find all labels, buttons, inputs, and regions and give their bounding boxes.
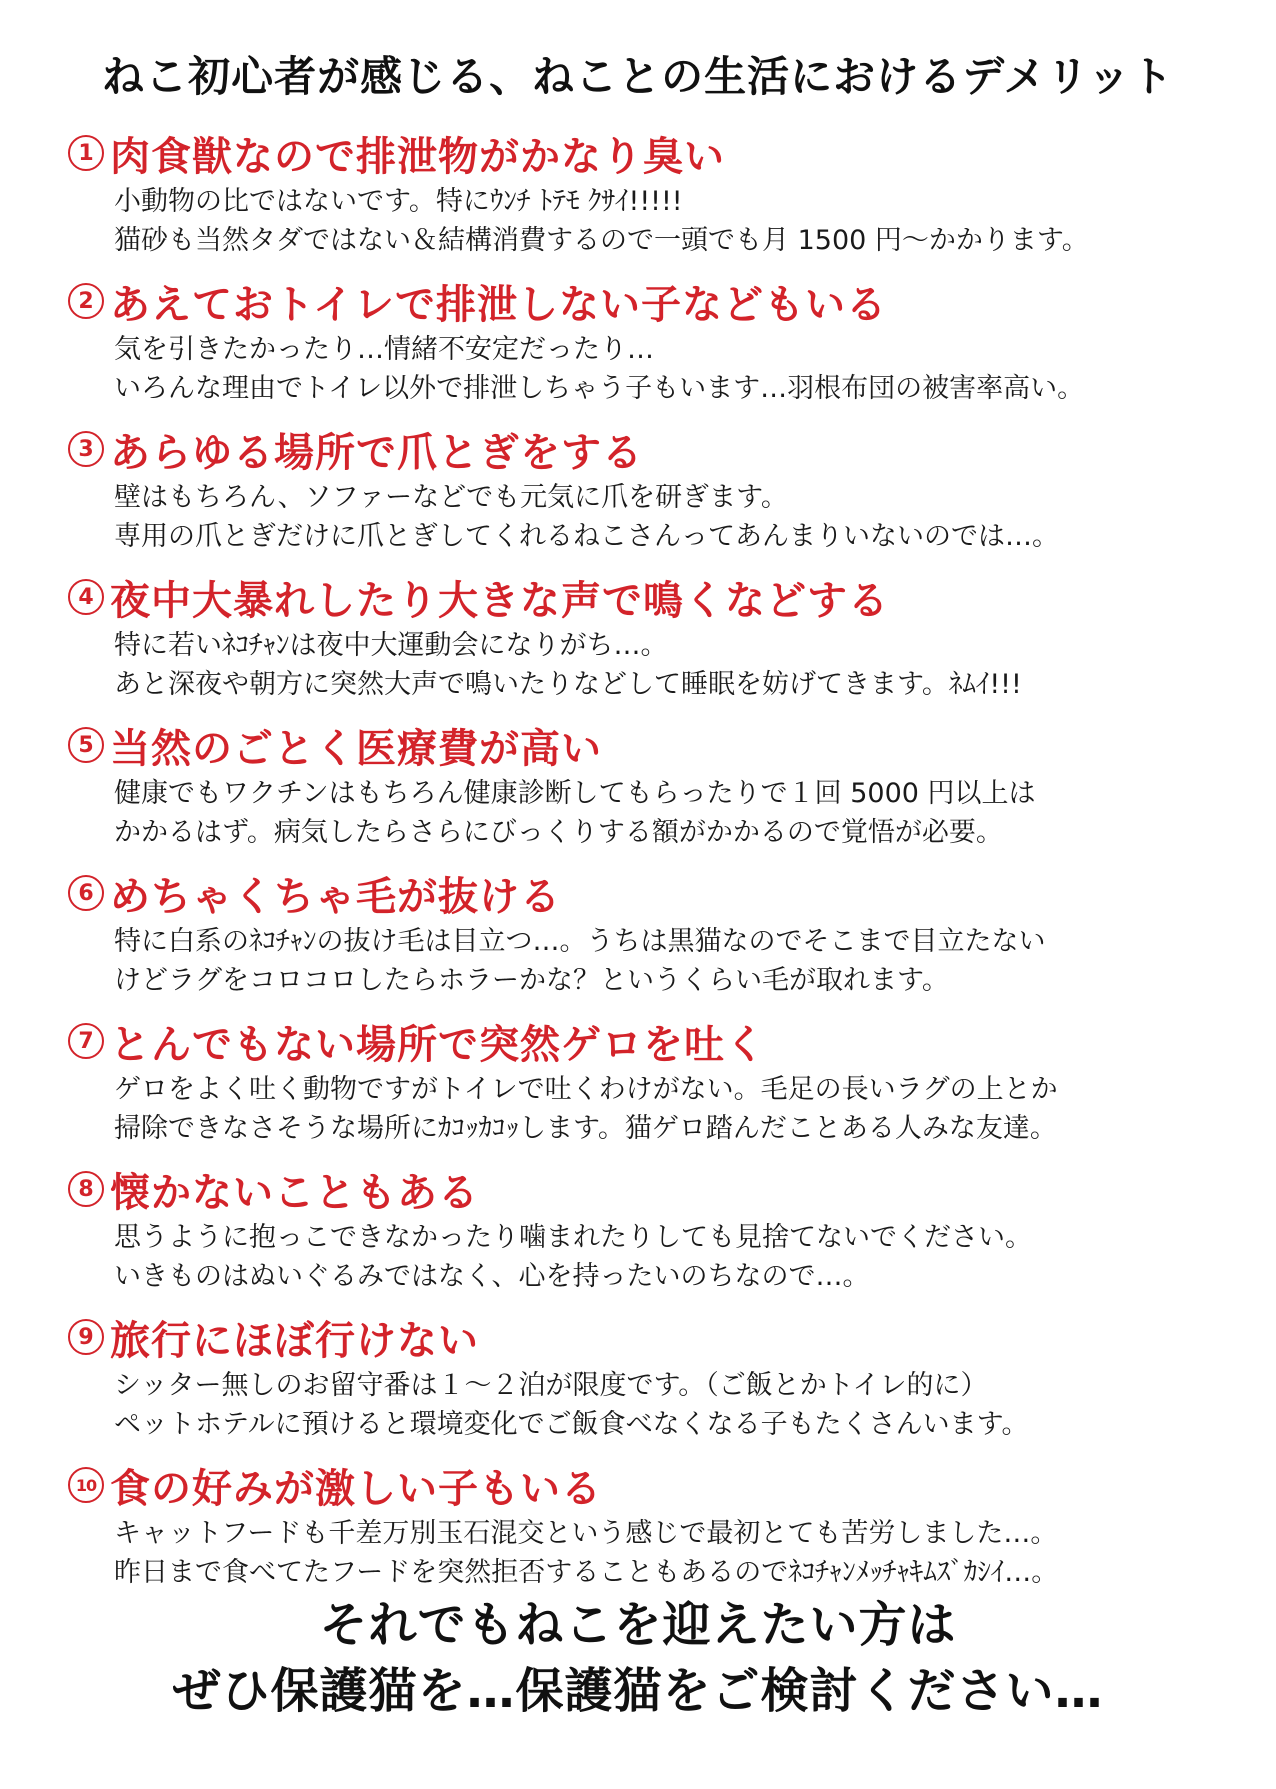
item-body-line: 特に若いﾈｺﾁｬﾝは夜中大運動会になりがち…。 bbox=[114, 630, 668, 661]
item-body-line: 猫砂も当然タダではない＆結構消費するので一頭でも月 1500 円〜かかります。 bbox=[114, 225, 1089, 256]
closing-line-2: ぜひ保護猫を…保護猫をご検討ください… bbox=[172, 1663, 1104, 1719]
item-heading-text: あらゆる場所で爪とぎをする bbox=[110, 429, 643, 476]
item-body-line: 気を引きたかったり…情緒不安定だったり… bbox=[114, 334, 654, 365]
item-body bbox=[68, 774, 1248, 852]
item-heading bbox=[68, 1016, 1248, 1066]
item-body bbox=[68, 182, 1248, 260]
item-body-line: いろんな理由でトイレ以外で排泄しちゃう子もいます…羽根布団の被害率高い。 bbox=[114, 373, 1085, 404]
item-body bbox=[68, 1218, 1248, 1296]
item-body-line: 思うように抱っこできなかったり噛まれたりしても見捨てないでください。 bbox=[114, 1222, 1032, 1253]
item-heading-text: とんでもない場所で突然ゲロを吐く bbox=[110, 1021, 766, 1068]
list-item bbox=[68, 1016, 1248, 1164]
circled-number-badge: 1 bbox=[68, 135, 104, 171]
demerit-list bbox=[68, 128, 1248, 1608]
item-body-line: シッター無しのお留守番は１〜２泊が限度です。（ご飯とかトイレ的に） bbox=[114, 1370, 988, 1401]
item-body bbox=[68, 922, 1248, 1000]
circled-number-badge: 10 bbox=[68, 1467, 104, 1503]
item-heading-text: あえておトイレで排泄しない子などもいる bbox=[110, 281, 887, 328]
item-heading bbox=[68, 1164, 1248, 1214]
list-item bbox=[68, 1312, 1248, 1460]
circled-number-badge: 3 bbox=[68, 431, 104, 467]
page-title: ねこ初心者が感じる、ねことの生活におけるデメリット bbox=[102, 52, 1174, 101]
item-heading-text: 当然のごとく医療費が高い bbox=[110, 725, 602, 772]
item-body-line: キャットフードも千差万別玉石混交という感じで最初とても苦労しました…。 bbox=[114, 1518, 1058, 1549]
item-heading bbox=[68, 1460, 1248, 1510]
circled-number-badge: 6 bbox=[68, 875, 104, 911]
circled-number-badge: 2 bbox=[68, 283, 104, 319]
item-body-line: いきものはぬいぐるみではなく、心を持ったいのちなので…。 bbox=[114, 1261, 870, 1292]
list-item bbox=[68, 720, 1248, 868]
item-heading bbox=[68, 128, 1248, 178]
item-body-line: あと深夜や朝方に突然大声で鳴いたりなどして睡眠を妨げてきます。ﾈﾑｲ!!! bbox=[114, 669, 1022, 700]
circled-number-badge: 7 bbox=[68, 1023, 104, 1059]
circled-number-badge: 5 bbox=[68, 727, 104, 763]
item-body-line: 壁はもちろん、ソファーなどでも元気に爪を研ぎます。 bbox=[114, 482, 788, 513]
item-body bbox=[68, 1366, 1248, 1444]
item-heading-text: 懐かないこともある bbox=[110, 1169, 479, 1216]
item-heading-text: 旅行にほぼ行けない bbox=[110, 1317, 479, 1364]
item-body-line: 昨日まで食べてたフードを突然拒否することもあるのでﾈｺﾁｬﾝﾒｯﾁｬｷﾑｽﾞｶｼｲ…。 bbox=[114, 1557, 1059, 1588]
item-body-line: 小動物の比ではないです。特にｳﾝﾁ ﾄﾃﾓ ｸｻｲ!!!!! bbox=[114, 186, 683, 217]
item-heading-text: 食の好みが激しい子もいる bbox=[110, 1465, 602, 1512]
item-heading bbox=[68, 868, 1248, 918]
list-item bbox=[68, 1164, 1248, 1312]
circled-number-badge: 9 bbox=[68, 1319, 104, 1355]
item-heading bbox=[68, 276, 1248, 326]
item-heading bbox=[68, 720, 1248, 770]
list-item bbox=[68, 276, 1248, 424]
circled-number-badge: 4 bbox=[68, 579, 104, 615]
closing-message bbox=[0, 1592, 1276, 1724]
item-body-line: けどラグをコロコロしたらホラーかな？というくらい毛が取れます。 bbox=[114, 965, 949, 996]
item-heading-text: 夜中大暴れしたり大きな声で鳴くなどする bbox=[110, 577, 889, 624]
item-body bbox=[68, 1070, 1248, 1148]
item-body-line: かかるはず。病気したらさらにびっくりする額がかかるので覚悟が必要。 bbox=[114, 817, 1003, 848]
item-body-line: 専用の爪とぎだけに爪とぎしてくれるねこさんってあんまりいないのでは…。 bbox=[114, 521, 1059, 552]
item-body-line: ゲロをよく吐く動物ですがトイレで吐くわけがない。毛足の長いラグの上とか bbox=[114, 1074, 1058, 1105]
item-heading-text: めちゃくちゃ毛が抜ける bbox=[110, 873, 561, 920]
item-body bbox=[68, 478, 1248, 556]
list-item bbox=[68, 1460, 1248, 1608]
list-item bbox=[68, 868, 1248, 1016]
list-item bbox=[68, 572, 1248, 720]
item-heading bbox=[68, 1312, 1248, 1362]
item-heading bbox=[68, 572, 1248, 622]
item-body-line: 特に白系のﾈｺﾁｬﾝの抜け毛は目立つ…。うちは黒猫なのでそこまで目立たない bbox=[114, 926, 1046, 957]
item-body-line: 掃除できなさそうな場所にｶｺｯｶｺｯします。猫ゲロ踏んだことある人みな友達。 bbox=[114, 1113, 1057, 1144]
item-body bbox=[68, 330, 1248, 408]
item-body bbox=[68, 626, 1248, 704]
closing-line-1: それでもねこを迎えたい方は bbox=[319, 1597, 957, 1653]
item-body-line: ペットホテルに預けると環境変化でご飯食べなくなる子もたくさんいます。 bbox=[114, 1409, 1029, 1440]
circled-number-badge: 8 bbox=[68, 1171, 104, 1207]
item-body bbox=[68, 1514, 1248, 1592]
item-body-line: 健康でもワクチンはもちろん健康診断してもらったりで１回 5000 円以上は bbox=[114, 778, 1036, 809]
list-item bbox=[68, 128, 1248, 276]
item-heading-text: 肉食獣なので排泄物がかなり臭い bbox=[110, 133, 725, 180]
list-item bbox=[68, 424, 1248, 572]
item-heading bbox=[68, 424, 1248, 474]
